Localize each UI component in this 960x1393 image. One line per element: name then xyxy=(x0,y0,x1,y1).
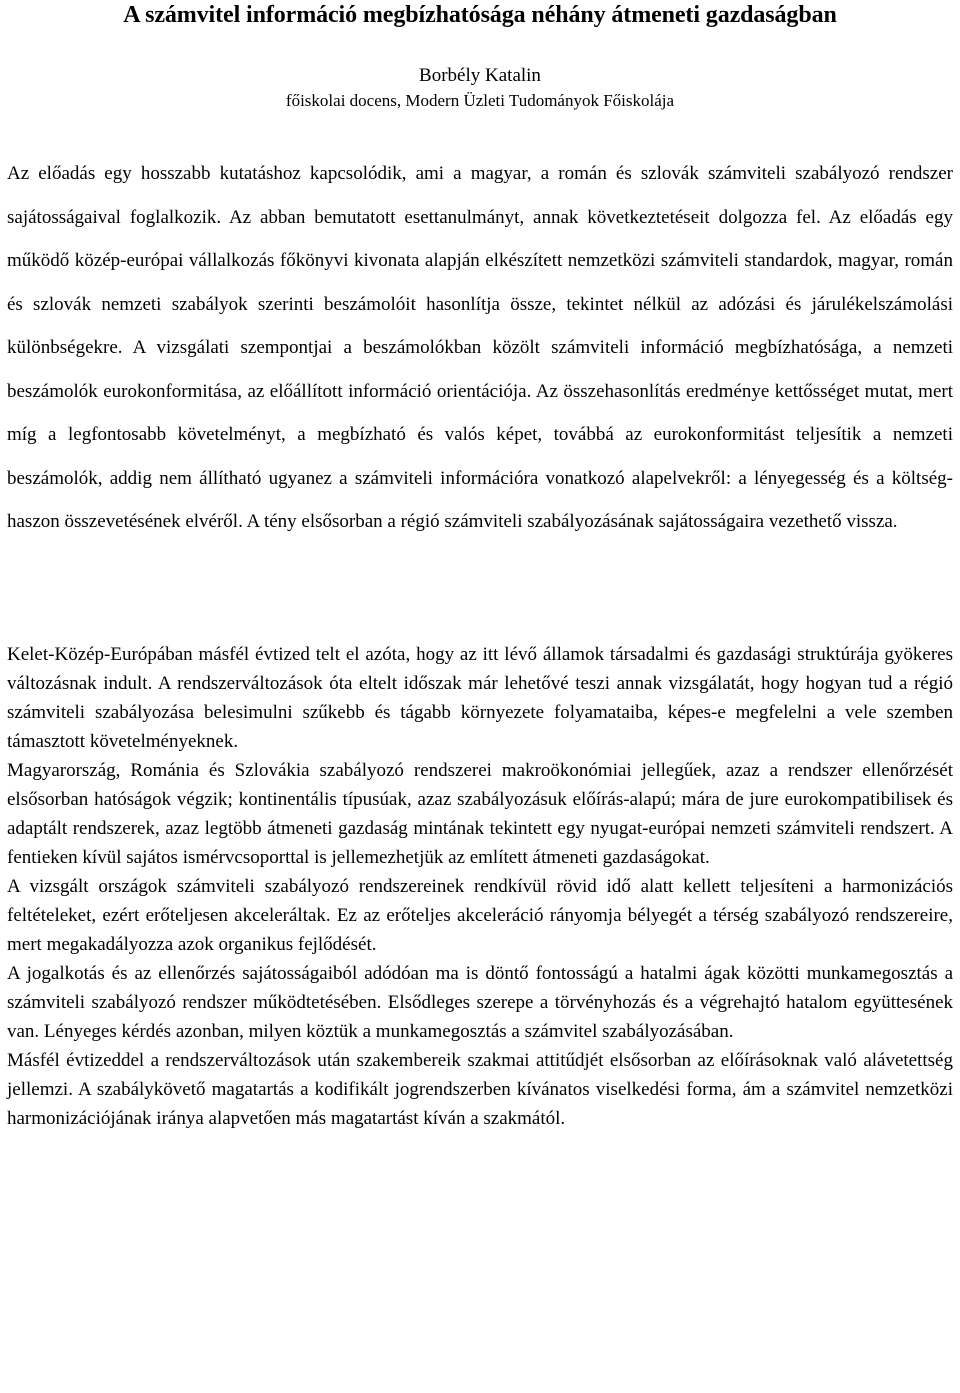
paragraph: A jogalkotás és az ellenőrzés sajátosságaiból adódóan ma is döntő fontosságú a hatalmi ágak közötti munkamegosztás a számviteli szabályozó rendszer működtetésében. Elsődleges szerepe a törvényhozás és a végrehajtó hatalom együttesének van. Lényeges kérdés azonban, milyen köztük a munkamegosztás a számvitel szabályozásában. xyxy=(7,962,953,1042)
paragraph: Másfél évtizeddel a rendszerváltozások után szakembereik szakmai attitűdjét elsősorban az előírásoknak való alávetettség jellemzi. A szabálykövető magatartás a kodifikált jogrendszerben kívánatos viselkedési forma, ám a számvitel nemzetközi harmonizációjának iránya alapvetően más magatartást kíván a szakmától. xyxy=(7,1049,953,1129)
paper-title: A számvitel információ megbízhatósága néhány átmeneti gazdaságban xyxy=(123,2,837,28)
author-affiliation: főiskolai docens, Modern Üzleti Tudományok Főiskolája xyxy=(285,91,675,110)
abstract: Az előadás egy hosszabb kutatáshoz kapcsolódik, ami a magyar, a román és szlovák számviteli szabályozó rendszer sajátosságaival foglalkozik. Az abban bemutatott esettanulmányt, annak következtetéseit dolgozza fel. Az előadás egy működő közép-európai vállalkozás főkönyvi kivonata alapján elkészített nemzetközi számviteli standardok, magyar, román és szlovák nemzeti szabályok szerinti beszámolóit hasonlítja össze, tekintet nélkül az adózási és járulékelszámolási különbségekre. A vizsgálati szempontjai a beszámolókban közölt számviteli információ megbízhatósága, a nemzeti beszámolók eurokonformitása, az előállított információ orientációja. Az összehasonlítás eredménye kettősséget mutat, mert míg a legfontosabb követelményt, a megbízható és valós képet, továbbá az eurokonformitást teljesítik a nemzeti beszámolók, addig nem állítható ugyanez a számviteli információra vonatkozó alapelvekről: a lényegesség és a költség-haszon összevetésének elvéről. A tény elsősorban a régió számviteli szabályozásának sajátosságaira vezethető vissza. xyxy=(7,163,953,532)
paragraph: A vizsgált országok számviteli szabályozó rendszereinek rendkívül rövid idő alatt kellett teljesíteni a harmonizációs feltételeket, ezért erőteljesen akceleráltak. Ez az erőteljes akceleráció rányomja bélyegét a térség szabályozó rendszereire, mert megakadályozza azok organikus fejlődését. xyxy=(7,875,953,955)
author-name: Borbély Katalin xyxy=(419,65,541,86)
paragraph: Kelet-Közép-Európában másfél évtized telt el azóta, hogy az itt lévő államok társadalmi és gazdasági struktúrája gyökeres változásnak indult. A rendszerváltozások óta eltelt időszak már lehetővé teszi annak vizsgálatát, hogy hogyan tud a régió számviteli szabályozása belesimulni szűkebb és tágabb környezete folyamataiba, képes-e megfelelni a vele szemben támasztott követelményeknek. xyxy=(7,643,953,752)
paragraph: Magyarország, Románia és Szlovákia szabályozó rendszerei makroökonómiai jellegűek, azaz a rendszer ellenőrzését elsősorban hatóságok végzik; kontinentális típusúak, azaz szabályozásuk előírás-alapú; mára de jure eurokompatibilisek és adaptált rendszerek, azaz legtöbb átmeneti gazdaság mintának tekintett egy nyugat-európai nemzeti számviteli rendszert. A fentieken kívül sajátos ismérvcsoporttal is jellemezhetjük az említett átmeneti gazdaságokat. xyxy=(7,759,953,868)
body-text xyxy=(7,640,953,1133)
